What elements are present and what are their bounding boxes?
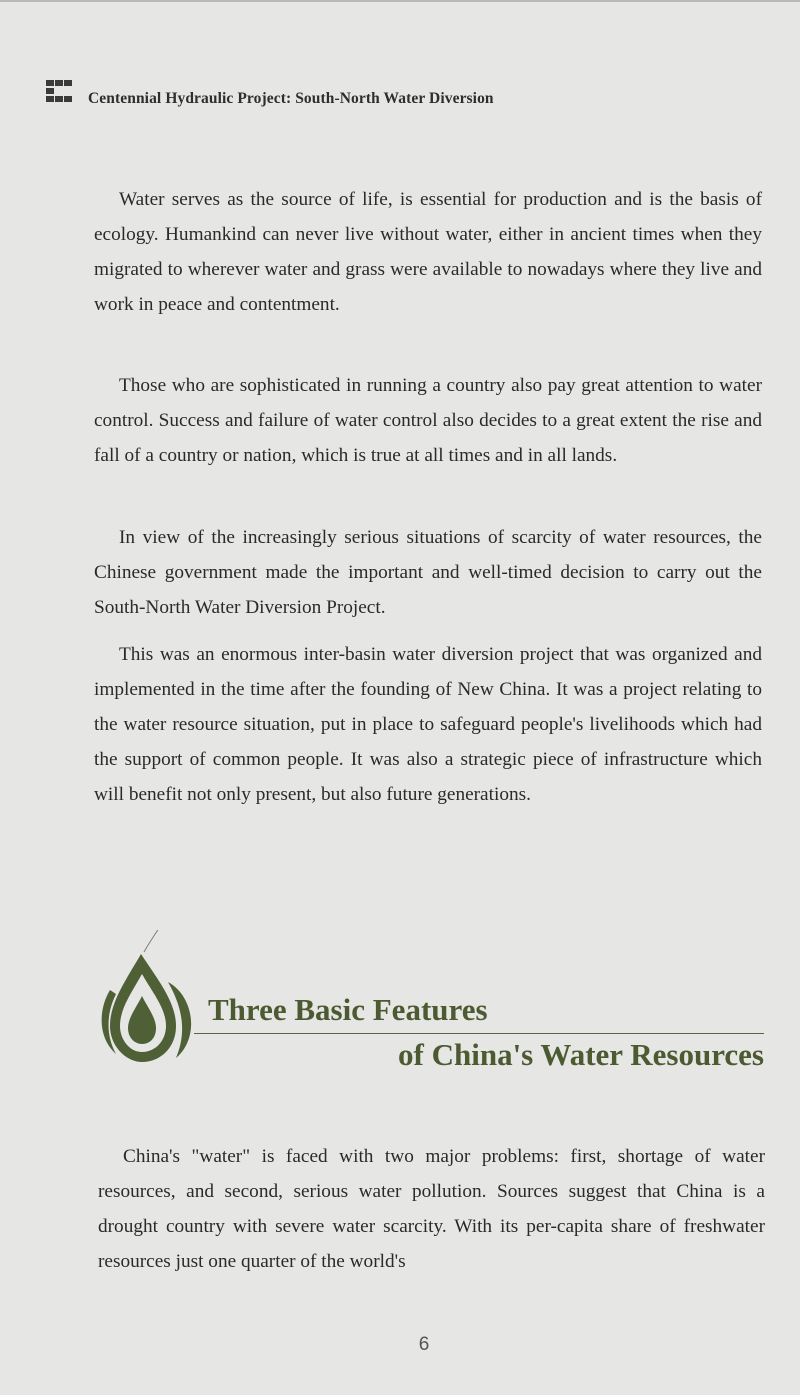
- paragraph: [94, 637, 762, 812]
- paragraph: [94, 182, 762, 322]
- section-heading: [96, 930, 766, 1080]
- paragraph: [94, 368, 762, 473]
- top-rule: [0, 0, 800, 2]
- paragraph-text: Those who are sophisticated in running a country also pay great attention to water control. Success and failure of water control also decides to a great extent the rise and fall of a country or nation, which is true at all times and in all lands.: [94, 375, 762, 466]
- paragraph-text: In view of the increasingly serious situations of scarcity of water resources, the Chinese government made the important and well-timed decision to carry out the South-North Water Diversion Project.: [94, 527, 762, 618]
- paragraph: [98, 1139, 765, 1279]
- paragraph-text: This was an enormous inter-basin water diversion project that was organized and implemented in the time after the founding of New China. It was a project relating to the water resource situation, put in place to safeguard people's livelihoods which had the support of common people. It was also a strategic piece of infrastructure which will benefit not only present, but also future generations.: [94, 644, 762, 805]
- paragraph-text: China's "water" is faced with two major problems: first, shortage of water resources, and second, serious water pollution. Sources suggest that China is a drought country with severe water scarcity. With its per-capita share of freshwater resources just one quarter of the world's: [98, 1146, 765, 1272]
- section-divider: [194, 1033, 764, 1034]
- running-header: [46, 80, 494, 108]
- grid-squares-icon: [46, 80, 80, 108]
- section-title-line-2: of China's Water Resources: [398, 1037, 764, 1072]
- paragraph: [94, 520, 762, 625]
- header-title: Centennial Hydraulic Project: South-North Water Diversion: [88, 90, 494, 107]
- paragraph-text: Water serves as the source of life, is essential for production and is the basis of ecology. Humankind can never live without water, either in ancient times when they migrated to wherever water and grass were available to nowadays where they live and work in peace and contentment.: [94, 189, 762, 315]
- section-title-line-1: Three Basic Features: [208, 992, 488, 1027]
- page-number: 6: [418, 1334, 430, 1355]
- water-drop-icon: [96, 930, 206, 1070]
